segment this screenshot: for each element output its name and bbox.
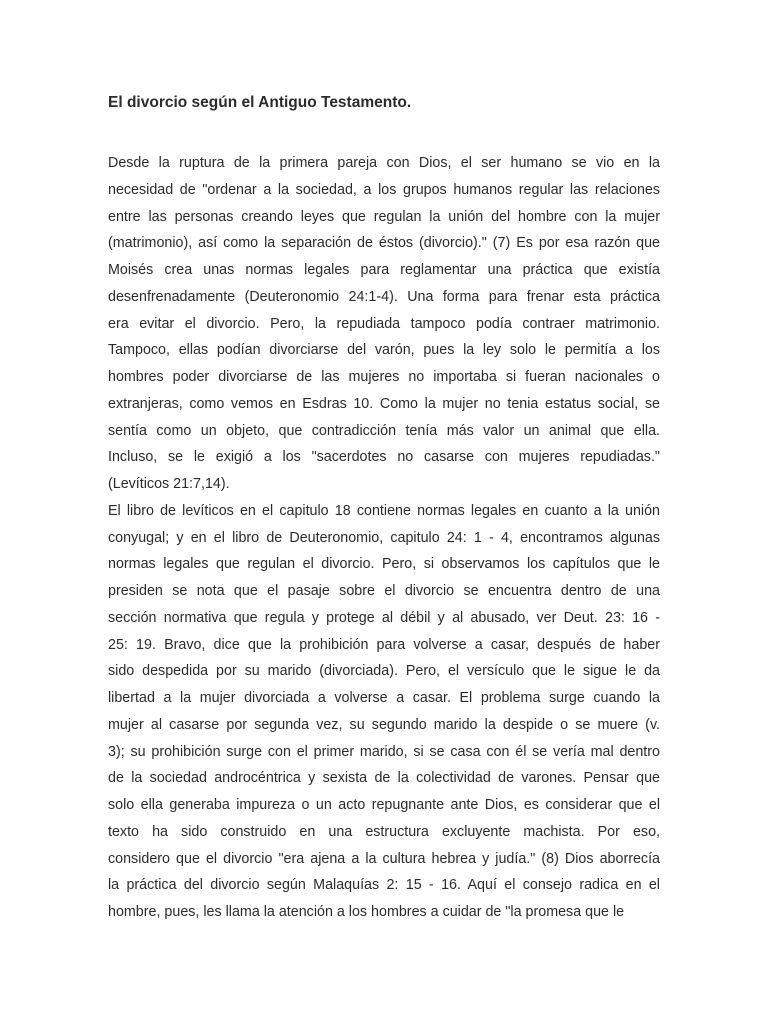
document-body [108, 150, 660, 926]
body-line: (matrimonio), así como la separación de éstos (divorcio)." (7) Es por esa razón que [108, 235, 660, 252]
body-line: texto ha sido construido en una estructura excluyente machista. Por eso, [108, 823, 660, 840]
body-line: Desde la ruptura de la primera pareja con Dios, el ser humano se vio en la [108, 155, 660, 171]
body-line: sección normativa que regula y protege al débil y al abusado, ver Deut. 23: 16 - [108, 609, 660, 626]
body-line: de la sociedad androcéntrica y sexista de la colectividad de varones. Pensar que [108, 770, 660, 787]
body-line: extranjeras, como vemos en Esdras 10. Como la mujer no tenia estatus social, se [108, 395, 660, 412]
body-line: Incluso, se le exigió a los "sacerdotes no casarse con mujeres repudiadas." [108, 449, 660, 466]
body-line: la práctica del divorcio según Malaquías 2: 15 - 16. Aquí el consejo radica en el [108, 877, 660, 894]
body-line: sido despedida por su marido (divorciada). Pero, el versículo que le sigue le da [108, 663, 660, 680]
body-line: Moisés crea unas normas legales para reglamentar una práctica que existía [108, 262, 660, 278]
body-line: El libro de levíticos en el capitulo 18 contiene normas legales en cuanto a la unión [108, 502, 660, 519]
body-line: solo ella generaba impureza o un acto repugnante ante Dios, es considerar que el [108, 797, 660, 813]
document-title: El divorcio según el Antiguo Testamento. [108, 94, 412, 111]
body-line: 25: 19. Bravo, dice que la prohibición para volverse a casar, después de haber [108, 636, 660, 653]
body-line: necesidad de "ordenar a la sociedad, a los grupos humanos regular las relaciones [108, 181, 660, 198]
body-line: (Levíticos 21:7,14). [108, 476, 230, 492]
body-line: desenfrenadamente (Deuteronomio 24:1-4). Una forma para frenar esta práctica [108, 288, 660, 305]
body-line: era evitar el divorcio. Pero, la repudiada tampoco podía contraer matrimonio. [108, 315, 660, 332]
body-line: normas legales que regulan el divorcio. Pero, si observamos los capítulos que le [108, 556, 660, 573]
body-line: conyugal; y en el libro de Deuteronomio, capitulo 24: 1 - 4, encontramos algunas [108, 529, 660, 546]
body-line: considero que el divorcio "era ajena a la cultura hebrea y judía." (8) Dios aborrecía [108, 850, 660, 867]
body-line: Tampoco, ellas podían divorciarse del varón, pues la ley solo le permitía a los [108, 342, 660, 359]
body-line: hombre, pues, les llama la atención a los hombres a cuidar de "la promesa que le [108, 904, 625, 920]
body-line: sentía como un objeto, que contradicción tenía más valor un animal que ella. [108, 422, 660, 439]
body-line: 3); su prohibición surge con el primer marido, si se casa con él se vería mal dentro [108, 743, 660, 760]
body-line: mujer al casarse por segunda vez, su segundo marido la despide o se muere (v. [108, 716, 660, 733]
body-line: entre las personas creando leyes que regulan la unión del hombre con la mujer [108, 208, 660, 225]
body-line: presiden se nota que el pasaje sobre el divorcio se encuentra dentro de una [108, 583, 660, 599]
body-line: hombres poder divorciarse de las mujeres no importaba si fueran nacionales o [108, 369, 660, 385]
body-line: libertad a la mujer divorciada a volverse a casar. El problema surge cuando la [108, 690, 660, 706]
